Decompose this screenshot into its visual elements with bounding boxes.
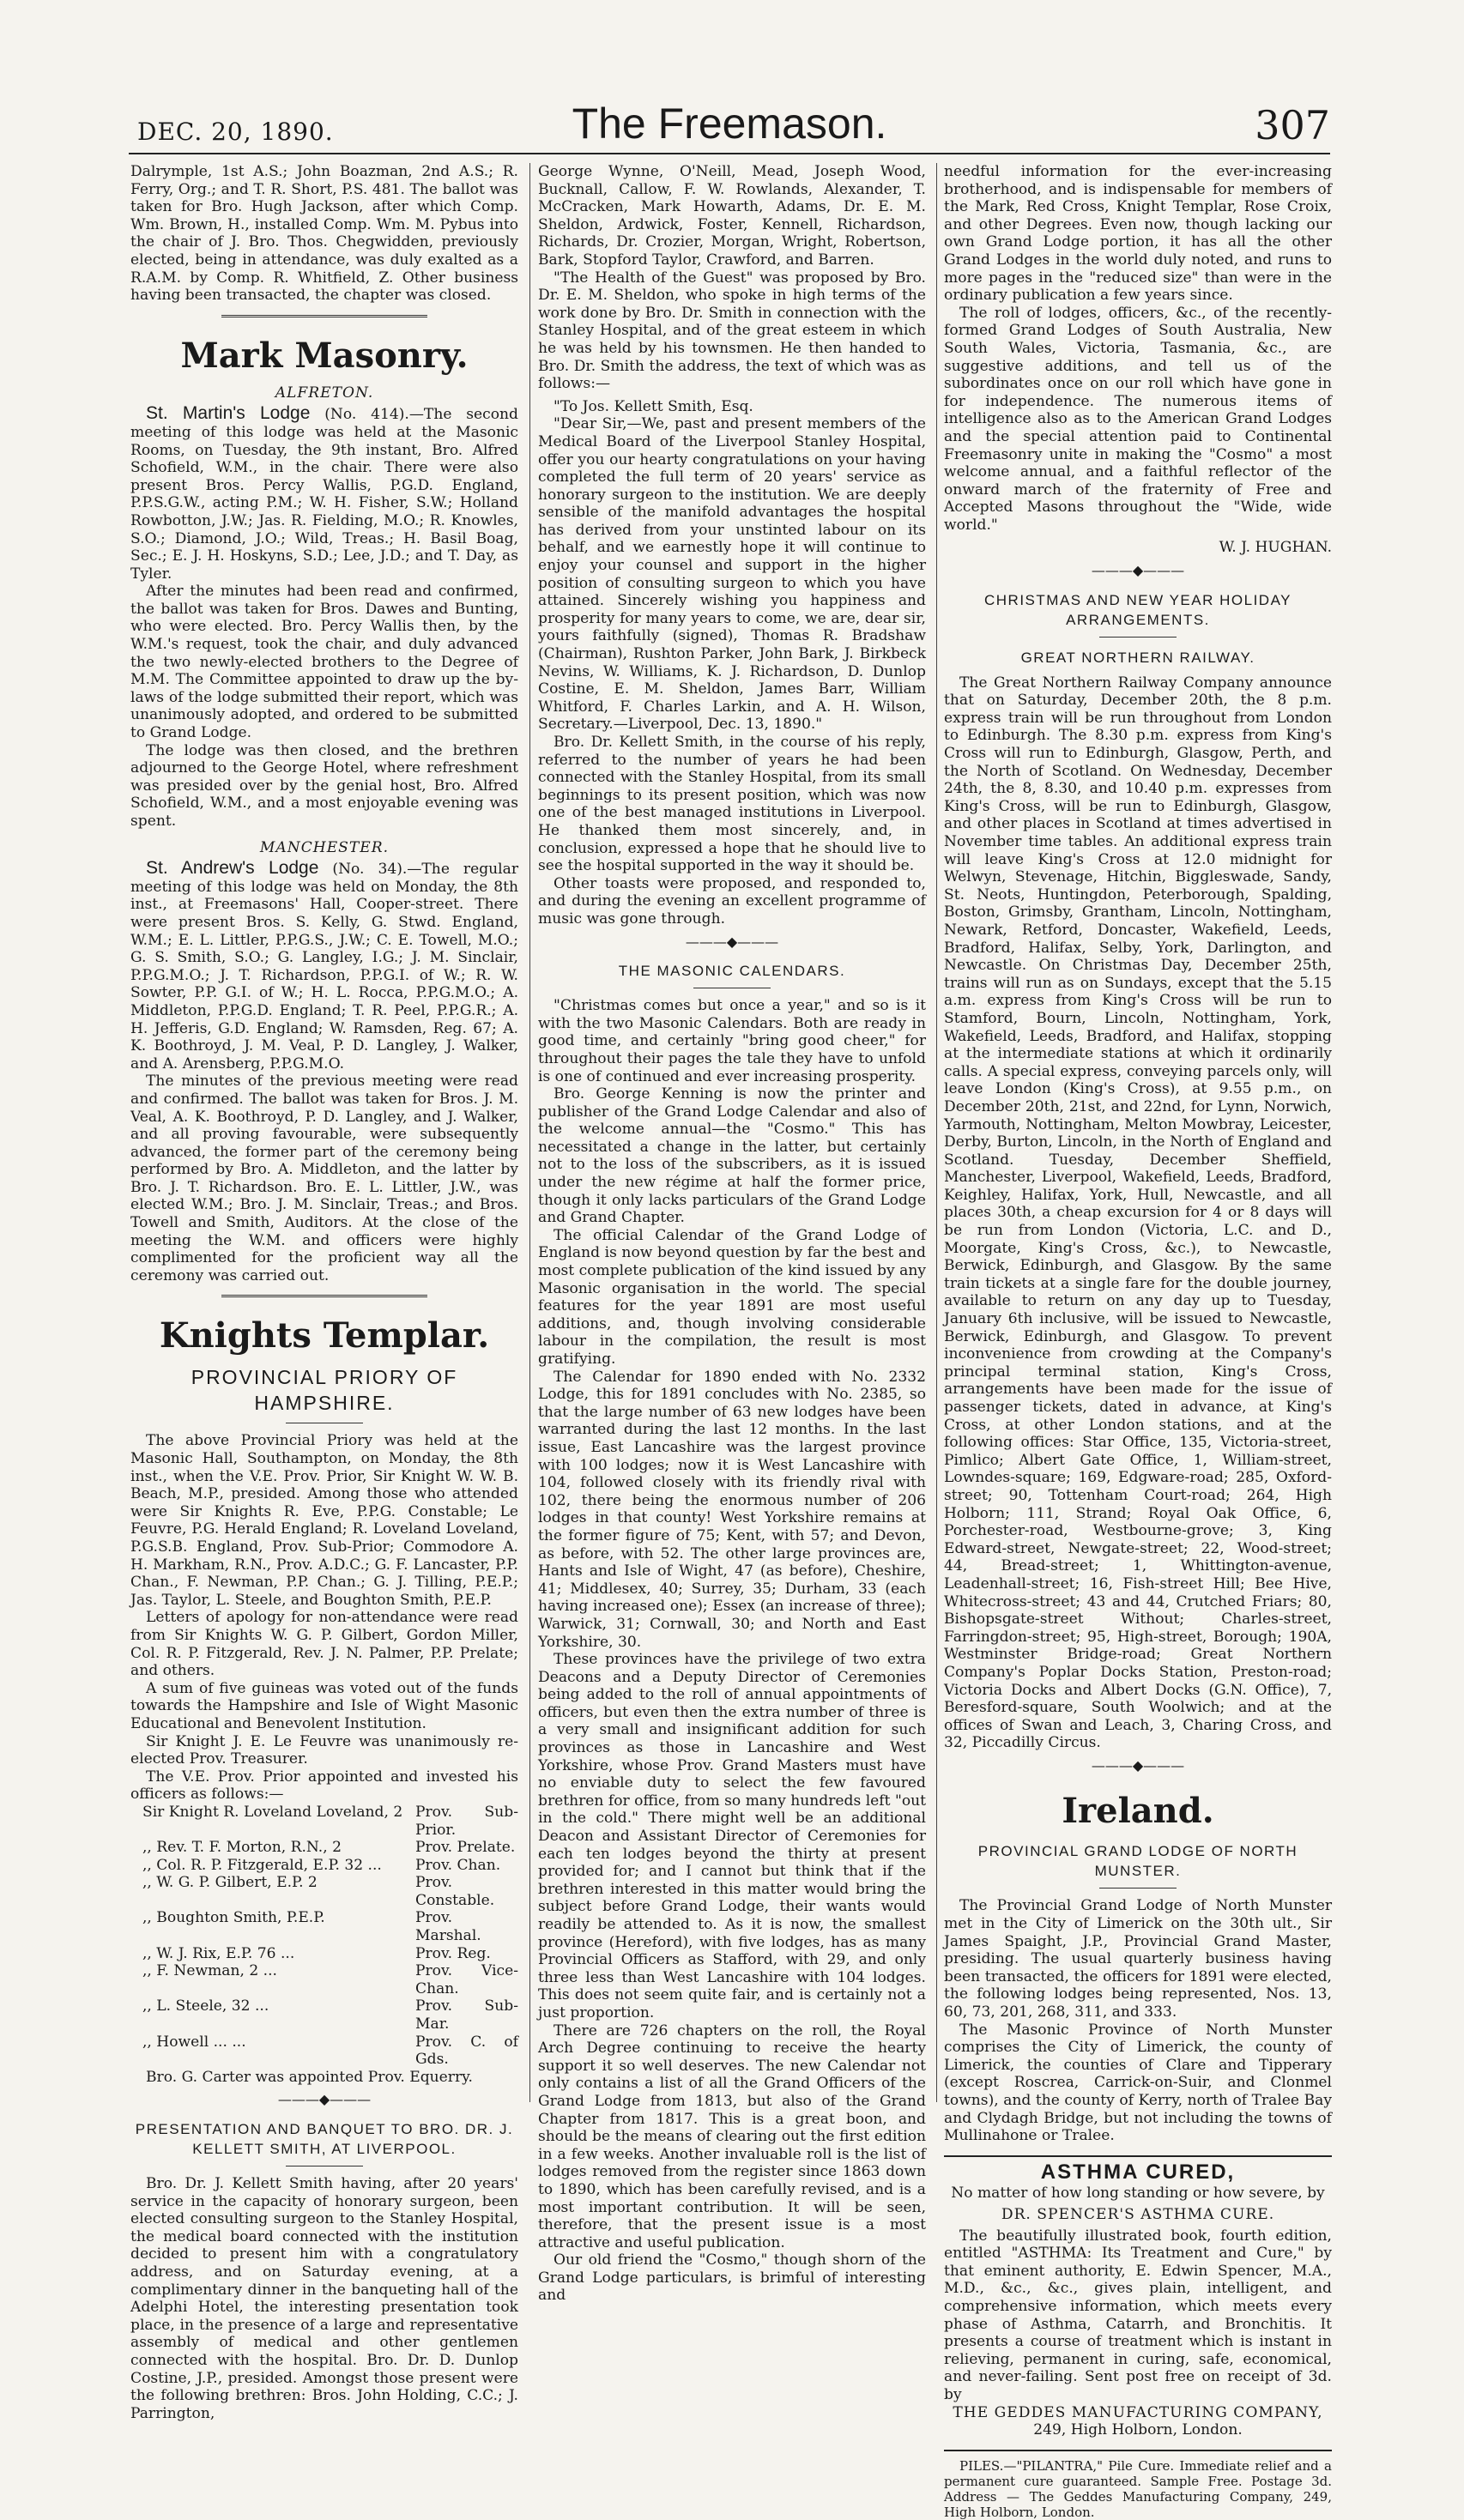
paragraph: George Wynne, O'Neill, Mead, Joseph Wood, Bucknall, Callow, F. W. Rowlands, Alexander, T. McCracken, Mark Howarth, Adams, Dr. E. M. Sheldon, Ardwick, Foster, Kennell, Richardson, Richards, Dr. Crozier, Morgan, Wright, Robertson, Bark, Stopford Taylor, Crawford, and Barren. [538, 163, 926, 269]
newspaper-title: The Freemason. [572, 100, 887, 148]
ireland-heading: Ireland. [1062, 1791, 1214, 1832]
diamond-ornament: ———◆——— [1091, 562, 1185, 579]
officer-row: ,, W. G. P. Gilbert, E.P. 2 Prov. Constable. [142, 1874, 495, 1909]
officer-row: ,, Howell ... ... Prov. C. of Gds. [142, 2033, 518, 2069]
advert-subtitle: No matter of how long standing or how severe, by [951, 2185, 1325, 2203]
officer-row: ,, Col. R. P. Fitzgerald, E.P. 32 ... Prov. Chan. [142, 1856, 501, 1874]
paragraph: Bro. Dr. Kellett Smith, in the course of his reply, referred to the number of years he had been connected with the Stanley Hospital, from its small beginnings to its present position, which was now one of the best managed institutions in Liverpool. He thanked them most sincerely, and, in conclusion, expressed a hope that he should live to see the hospital supported in the way it should be. [538, 734, 926, 875]
header-rule [129, 153, 1330, 154]
advert-body: The beautifully illustrated book, fourth edition, entitled "ASTHMA: Its Treatment and Cure," by that eminent authority, E. Edwin Spencer, M.A., M.D., &c., &c., gives plain, intelligent, and comprehensive information, which meets every phase of Asthma, Catarrh, and Bronchitis. It presents a course of treatment which is instant in relieving, permanent in curing, safe, economical, and never-failing. Sent post free on receipt of 3d. by [944, 2227, 1332, 2403]
advert-product: DR. SPENCER'S ASTHMA CURE. [1001, 2205, 1275, 2223]
column-2 [538, 163, 926, 2305]
railway-heading: GREAT NORTHERN RAILWAY. [1020, 649, 1255, 666]
knights-templar-heading: Knights Templar. [159, 1315, 490, 1357]
lodge-name: St. Martin's Lodge [146, 403, 311, 424]
paragraph: The Calendar for 1890 ended with No. 2332 Lodge, this for 1891 concludes with No. 2385, so that the large number of 63 new lodges have been warranted during the last 12 months. In the last issue, East Lancashire was the largest province with 100 lodges; now it is West Lancashire with 104, followed closely with its friendly rival with 102, there being the enormous number of 206 lodges in that county! West Yorkshire remains at the former figure of 75; Kent, with 57; and Devon, as before, with 52. The other large provinces are, Hants and Isle of Wight, 47 (as before), Cheshire, 41; Middlesex, 40; Surrey, 35; Durham, 33 (each having increased one); Essex (an increase of three); Warwick, 31; Cornwall, 30; and North and East Yorkshire, 30. [538, 1368, 926, 1651]
paragraph: The V.E. Prov. Prior appointed and invested his officers as follows:— [130, 1768, 518, 1804]
paragraph: The Great Northern Railway Company announce that on Saturday, December 20th, the 8 p.m. express train will be run throughout from London to Edinburgh. The 8.30 p.m. express from King's Cross will run to Edinburgh, Glasgow, Perth, and the North of Scotland. On Wednesday, December 24th, the 8, 8.30, and 10.40 p.m. expresses from King's Cross, will be run to Edinburgh, Glasgow, and other places in Scotland at times advertised in November time tables. An additional express train will leave King's Cross at 12.0 midnight for Welwyn, Stevenage, Hitchin, Biggleswade, Sandy, St. Neots, Huntingdon, Peterborough, Spalding, Boston, Grimsby, Grantham, Lincoln, Nottingham, Newark, Retford, Doncaster, Wakefield, Leeds, Bradford, Halifax, Selby, York, Darlington, and Newcastle. On Christmas Day, December 25th, trains will run as on Sundays, except that the 5.15 a.m. express from King's Cross will be run to Stamford, Bourn, Lincoln, Nottingham, York, Wakefield, Leeds, Bradford, and Halifax, stopping at the intermediate stations at which it ordinarily calls. A special express, conveying parcels only, will leave London (King's Cross), at 9.55 p.m., on December 20th, 21st, and 22nd, for Lynn, Norwich, Yarmouth, Nottingham, Melton Mowbray, Leicester, Derby, Burton, Lincoln, in the North of England and Scotland. Tuesday, December Sheffield, Manchester, Liverpool, Wakefield, Leeds, Bradford, Keighley, Halifax, York, Hull, Newcastle, and all places 30th, a cheap excursion for 4 or 8 days will be run from London (Victoria, L.C. and D., Moorgate, King's Cross, &c.), to Newcastle, Berwick, Edinburgh, and Glasgow. By the same train tickets at a single fare for the double journey, available to return on any day up to Tuesday, January 6th inclusive, will be issued to Newcastle, Berwick, Edinburgh, and Glasgow. To prevent inconvenience from crowding at the Company's principal terminal station, King's Cross, arrangements have been made for the issue of passenger tickets, dated in advance, at King's Cross, at other London stations, and at the following offices: Star Office, 135, Victoria-street, Pimlico; Albert Gate Office, 1, William-street, Lowndes-square; 169, Edgware-road; 285, Oxford-street; 90, Tottenham Court-road; 264, High Holborn; 111, Strand; Royal Oak Office, 6, Porchester-road, Westbourne-grove; 3, King Edward-street, Newgate-street; 22, Wood-street; 44, Bread-street; 1, Whittington-avenue, Leadenhall-street; 16, Fish-street Hill; Bee Hive, Whitecross-street; 43 and 44, Crutched Friars; 80, Bishopsgate-street Without; Charles-street, Farringdon-street; 95, High-street, Borough; 190A, Westminster Bridge-road; Great Northern Company's Poplar Docks Station, Preston-road; Victoria Docks and Albert Docks (G.N. Office), 7, Beresford-square, South Woolwich; and at the offices of Swan and Leach, 3, Charing Cross, and 32, Piccadilly Circus. [944, 674, 1332, 1752]
officer-row: ,, Boughton Smith, P.E.P. Prov. Marshal. [142, 1909, 481, 1945]
signature: W. J. HUGHAN. [1219, 539, 1332, 557]
advert-title: ASTHMA CURED, [1040, 2160, 1236, 2184]
munster-heading: PROVINCIAL GRAND LODGE OF NORTH MUNSTER. [977, 1843, 1298, 1880]
column-3 [944, 163, 1332, 2520]
paragraph: These provinces have the privilege of two extra Deacons and a Deputy Director of Ceremonies being added to the roll of annual appointments of officers, but even then the extra number of three is a very small and insignificant addition for such provinces as those in Lancashire and West Yorkshire, whose Prov. Grand Masters must have no enviable duty to select the few favoured brethren for office, from so many hundreds left "out in the cold." There might well be an additional Deacon and Assistant Director of Ceremonies for each ten lodges beyond the thirty at present provided for; and I cannot but think that if the brethren interested in this matter would bring the subject before Grand Lodge, their wants would readily be attended to. As it is now, the smallest province (Hereford), with five lodges, has as many Provincial Officers as Stafford, with 29, and only three less than West Lancashire with 104 lodges. This does not seem quite fair, and is certainly not a just proportion. [538, 1651, 926, 2021]
paragraph: The minutes of the previous meeting were read and confirmed. The ballot was taken for Bros. J. M. Veal, A. K. Boothroyd, P. D. Langley, and J. Walker, and all proving favourable, were subsequently advanced, the former part of the ceremony being performed by Bro. A. Middleton, and the latter by Bro. J. T. Richardson. Bro. E. L. Littler, J.W., was elected W.M.; Bro. J. M. Sinclair, Treas.; and Bros. Towell and Smith, Auditors. At the close of the meeting the W.M. and officers were highly complimented for the proficient way all the ceremony was carried out. [130, 1073, 518, 1284]
mark-masonry-heading: Mark Masonry. [180, 335, 469, 376]
officer-row: Sir Knight R. Loveland Loveland, 2 Prov. Sub-Prior. [142, 1803, 518, 1839]
banquet-heading: PRESENTATION AND BANQUET TO BRO. DR. J. KELLETT SMITH, AT LIVERPOOL. [135, 2121, 514, 2157]
paragraph: "Christmas comes but once a year," and so is it with the two Masonic Calendars. Both are ready in good time, and certainly "bring good cheer," for throughout their pages the tale they have to unfold is one of continued and ever increasing prosperity. [538, 997, 926, 1085]
column-divider [529, 163, 530, 2102]
officer-row: ,, L. Steele, 32 ... Prov. Sub-Mar. [142, 1997, 518, 2034]
paragraph: The Provincial Grand Lodge of North Munster met in the City of Limerick on the 30th ult., Sir James Spaight, J.P., Provincial Grand Master, presiding. The usual quarterly business having been transacted, the officers for 1891 were elected, the following lodges being represented, Nos. 13, 60, 73, 201, 268, 311, and 333. [944, 1897, 1332, 2021]
chapter-report-end: Dalrymple, 1st A.S.; John Boazman, 2nd A.S.; R. Ferry, Org.; and T. R. Short, P.S. 481. The ballot was taken for Bro. Hugh Jackson, after which Comp. Wm. Brown, H., installed Comp. Wm. M. Pybus into the chair of J. Bro. Thos. Chegwidden, previously elected, being in attendance, was duly exalted as a R.A.M. by Comp. R. Whitfield, Z. Other business having been transacted, the chapter was closed. [130, 163, 518, 305]
section-rule [221, 1295, 427, 1299]
paragraph: Other toasts were proposed, and responded to, and during the evening an excellent programme of music was gone through. [538, 874, 926, 928]
officer-row: ,, F. Newman, 2 ... Prov. Vice-Chan. [142, 1962, 518, 1997]
paragraph: The official Calendar of the Grand Lodge of England is now beyond question by far the best and most complete publication of the kind issued by any Masonic organisation in the world. The special features for the year 1891 are most useful additions, and, though involving considerable labour in the compilation, the result is most gratifying. [538, 1226, 926, 1368]
column-divider [936, 163, 937, 2102]
short-rule [1099, 637, 1177, 638]
paragraph: After the minutes had been read and confirmed, the ballot was taken for Bros. Dawes and Bunting, who were elected. Bro. Percy Wallis then, by the W.M.'s request, took the chair, and duly advanced the two newly-elected brothers to the Degree of M.M. The Committee appointed to draw up the by-laws of the lodge submitted their report, which was unanimously adopted, and ordered to be submitted to Grand Lodge. [130, 583, 518, 742]
paragraph: Letters of apology for non-attendance were read from Sir Knights W. G. P. Gilbert, Gordon Miller, Col. R. P. Fitzgerald, Rev. J. N. Palmer, P.P. Prelate; and others. [130, 1609, 518, 1680]
advert-company: THE GEDDES MANUFACTURING COMPANY, [953, 2403, 1323, 2421]
paragraph: The lodge was then closed, and the brethren adjourned to the George Hotel, where refreshment was presided over by the genial host, Bro. Alfred Schofield, W.M., and a most enjoyable evening was spent. [130, 741, 518, 830]
advert-address: 249, High Holborn, London. [1033, 2421, 1243, 2439]
st-martins-report: St. Martin's Lodge (No. 414).—The second meeting of this lodge was held at the Masonic Rooms, on Tuesday, the 9th instant, Bro. Alfred Schofield, W.M., in the chair. There were also present Bros. Percy Wallis, P.G.D. England, P.P.S.G.W., acting P.M.; W. H. Fisher, S.W.; Holland Rowbotton, J.W.; Jas. R. Fielding, M.O.; R. Knowles, S.O.; Diamond, J.O.; Wild, Treas.; H. Basil Boag, Sec.; E. J. H. Hoskyns, S.D.; Lee, J.D.; and T. Day, as Tyler. [130, 403, 518, 583]
piles-advert: PILES.—"PILANTRA," Pile Cure. Immediate relief and a permanent cure guaranteed. Sample Free. Postage 3d. Address — The Geddes Manufacturing Company, 249, High Holborn, London. [944, 2457, 1332, 2520]
paragraph: A sum of five guineas was voted out of the funds towards the Hampshire and Isle of Wight Masonic Educational and Benevolent Institution. [130, 1679, 518, 1732]
column-1 [130, 163, 518, 2422]
address-line: "To Jos. Kellett Smith, Esq. [554, 397, 753, 415]
christmas-heading: CHRISTMAS AND NEW YEAR HOLIDAY ARRANGEMENTS. [984, 591, 1292, 628]
alfreton-heading: ALFRETON. [275, 384, 374, 402]
address-letter: "Dear Sir,—We, past and present members of the Medical Board of the Liverpool Stanley Hospital, offer you our hearty congratulations on your having completed the full term of 20 years' service as honorary surgeon to the institution. We are deeply sensible of the manifold advantages the hospital has derived from your unstinted labour on its behalf, and we earnestly hope it will continue to enjoy your counsel and support in the higher position of consulting surgeon to which you have attained. Sincerely wishing you happiness and prosperity for many years to come, we are, dear sir, yours faithfully (signed), Thomas R. Bradshaw (Chairman), Rushton Parker, John Bark, J. Birkbeck Nevins, W. Williams, K. J. Richardson, D. Dunlop Costine, E. M. Sheldon, James Barr, William Whitford, F. Charles Larkin, and A. H. Wilson, Secretary.—Liverpool, Dec. 13, 1890." [538, 415, 926, 734]
paragraph: Bro. George Kenning is now the printer and publisher of the Grand Lodge Calendar and also of the welcome annual—the "Cosmo." This has necessitated a change in the latter, but certainly not to the loss of the subscribers, as it is issued under the new régime at half the former price, though it only lacks particulars of the Grand Lodge and Grand Chapter. [538, 1085, 926, 1227]
advert-rule [944, 2450, 1332, 2451]
paragraph: "The Health of the Guest" was proposed by Bro. Dr. E. M. Sheldon, who spoke in high terms of the work done by Bro. Dr. Smith in connection with the Stanley Hospital, and of the great esteem in which he was held by his townsmen. He then handed to Bro. Dr. Smith the address, the text of which was as follows:— [538, 269, 926, 393]
masthead [129, 99, 1330, 152]
priory-heading: PROVINCIAL PRIORY OF HAMPSHIRE. [191, 1366, 458, 1415]
paragraph: The above Provincial Priory was held at the Masonic Hall, Southampton, on Monday, the 8th inst., when the V.E. Prov. Prior, Sir Knight W. W. B. Beach, M.P., presided. Among those who attended were Sir Knights R. Eve, P.P.G. Constable; Le Feuvre, P.G. Herald England; R. Loveland Loveland, P.G.S.B. England, Prov. Sub-Prior; Commodore A. H. Markham, R.N., Prov. A.D.C.; G. F. Lancaster, P.P. Chan., F. Newman, P.P. Chan.; G. J. Tilling, P.E.P.; Jas. Taylor, L. Steele, and Boughton Smith, P.E.P. [130, 1432, 518, 1609]
paragraph: needful information for the ever-increasing brotherhood, and is indispensable for members of the Mark, Red Cross, Knight Templar, Rose Croix, and other Degrees. Even now, though lacking our own Grand Lodge portion, it has all the other Grand Lodges in the world duly noted, and runs to more pages in the "reduced size" than were in the ordinary publication a few years since. [944, 163, 1332, 305]
section-rule [221, 315, 427, 319]
page-number: 307 [1255, 102, 1330, 148]
manchester-heading: MANCHESTER. [259, 838, 390, 856]
calendars-heading: THE MASONIC CALENDARS. [618, 963, 846, 980]
paragraph: The Masonic Province of North Munster comprises the City of Limerick, the county of Limerick, the counties of Clare and Tipperary (except Roscrea, Carrick-on-Suir, and Clonmel towns), and the county of Kerry, north of Tralee Bay and Clydagh Bridge, but not including the towns of Mullinahone or Tralee. [944, 2021, 1332, 2145]
paragraph: Sir Knight J. E. Le Feuvre was unanimously re-elected Prov. Treasurer. [130, 1732, 518, 1768]
diamond-ornament: ———◆——— [685, 933, 779, 950]
officers-list [130, 1804, 518, 2069]
paragraph: There are 726 chapters on the roll, the Royal Arch Degree continuing to receive the hearty support it so well deserves. The new Calendar not only contains a list of all the Grand Officers of the Grand Lodge from 1813, but also of the Grand Chapter from 1817. This is a great boon, and should be the means of clearing out the first edition in a few weeks. Another invaluable roll is the list of lodges removed from the register since 1863 down to 1890, which has been carefully revised, and is a most important contribution. It will be seen, therefore, that the present issue is a most attractive and useful publication. [538, 2021, 926, 2251]
lodge-name: St. Andrew's Lodge [146, 858, 319, 879]
st-andrews-report: St. Andrew's Lodge (No. 34).—The regular meeting of this lodge was held on Monday, the 8th inst., at Freemasons' Hall, Cooper-street. There were present Bros. S. Kelly, G. Stwd. England, W.M.; E. L. Littler, P.P.G.S., J.W.; C. E. Towell, M.O.; G. S. Smith, S.O.; G. Langley, I.G.; J. M. Sinclair, P.P.G.M.O.; J. T. Richardson, P.P.G.I. of W.; R. W. Sowter, P.P. G.I. of W.; H. L. Rocca, P.P.G.M.O.; A. Middleton, P.P.G.D. England; T. R. Peel, P.P.G.R.; A. H. Jefferis, G.D. England; W. Ramsden, Reg. 67; A. K. Boothroyd, J. M. Veal, P. D. Langley, J. Walker, and A. Arensberg, P.P.G.M.O. [130, 858, 518, 1073]
paragraph: Our old friend the "Cosmo," though shorn of the Grand Lodge particulars, is brimful of interesting and [538, 2251, 926, 2305]
officer-row: ,, W. J. Rix, E.P. 76 ... Prov. Reg. [142, 1944, 491, 1962]
officer-row: ,, Rev. T. F. Morton, R.N., 2 Prov. Prelate. [142, 1839, 516, 1857]
paragraph: Bro. Dr. J. Kellett Smith having, after 20 years' service in the capacity of honorary surgeon, been elected consulting surgeon to the Stanley Hospital, the medical board connected with the institution decided to present him with a congratulatory address, and on Saturday evening, at a complimentary dinner in the banqueting hall of the Adelphi Hotel, the interesting presentation took place, in the presence of a large and representative assembly of medical and other gentlemen connected with the hospital. Bro. Dr. D. Dunlop Costine, J.P., presided. Amongst those present were the following brethren: Bros. John Holding, C.C.; J. Parrington, [130, 2175, 518, 2422]
advert-rule [944, 2155, 1332, 2157]
diamond-ornament: ———◆——— [1091, 1756, 1185, 1774]
asthma-advert [944, 2160, 1332, 2439]
issue-date: DEC. 20, 1890. [137, 118, 334, 146]
diamond-ornament: ———◆——— [277, 2091, 372, 2108]
paragraph: Bro. G. Carter was appointed Prov. Equerry. [146, 2068, 473, 2086]
paragraph: The roll of lodges, officers, &c., of the recently-formed Grand Lodges of South Australia, New South Wales, Victoria, Tasmania, &c., are suggestive additions, and tell us of the subordinates once on our roll which have gone in for independence. The numerous items of intelligence also as to the American Grand Lodges and the special attention paid to Continental Freemasonry unite in making the "Cosmo" a most welcome annual, and a faithful reflector of the onward march of the fraternity of Free and Accepted Masons throughout the "Wide, wide world." [944, 304, 1332, 534]
